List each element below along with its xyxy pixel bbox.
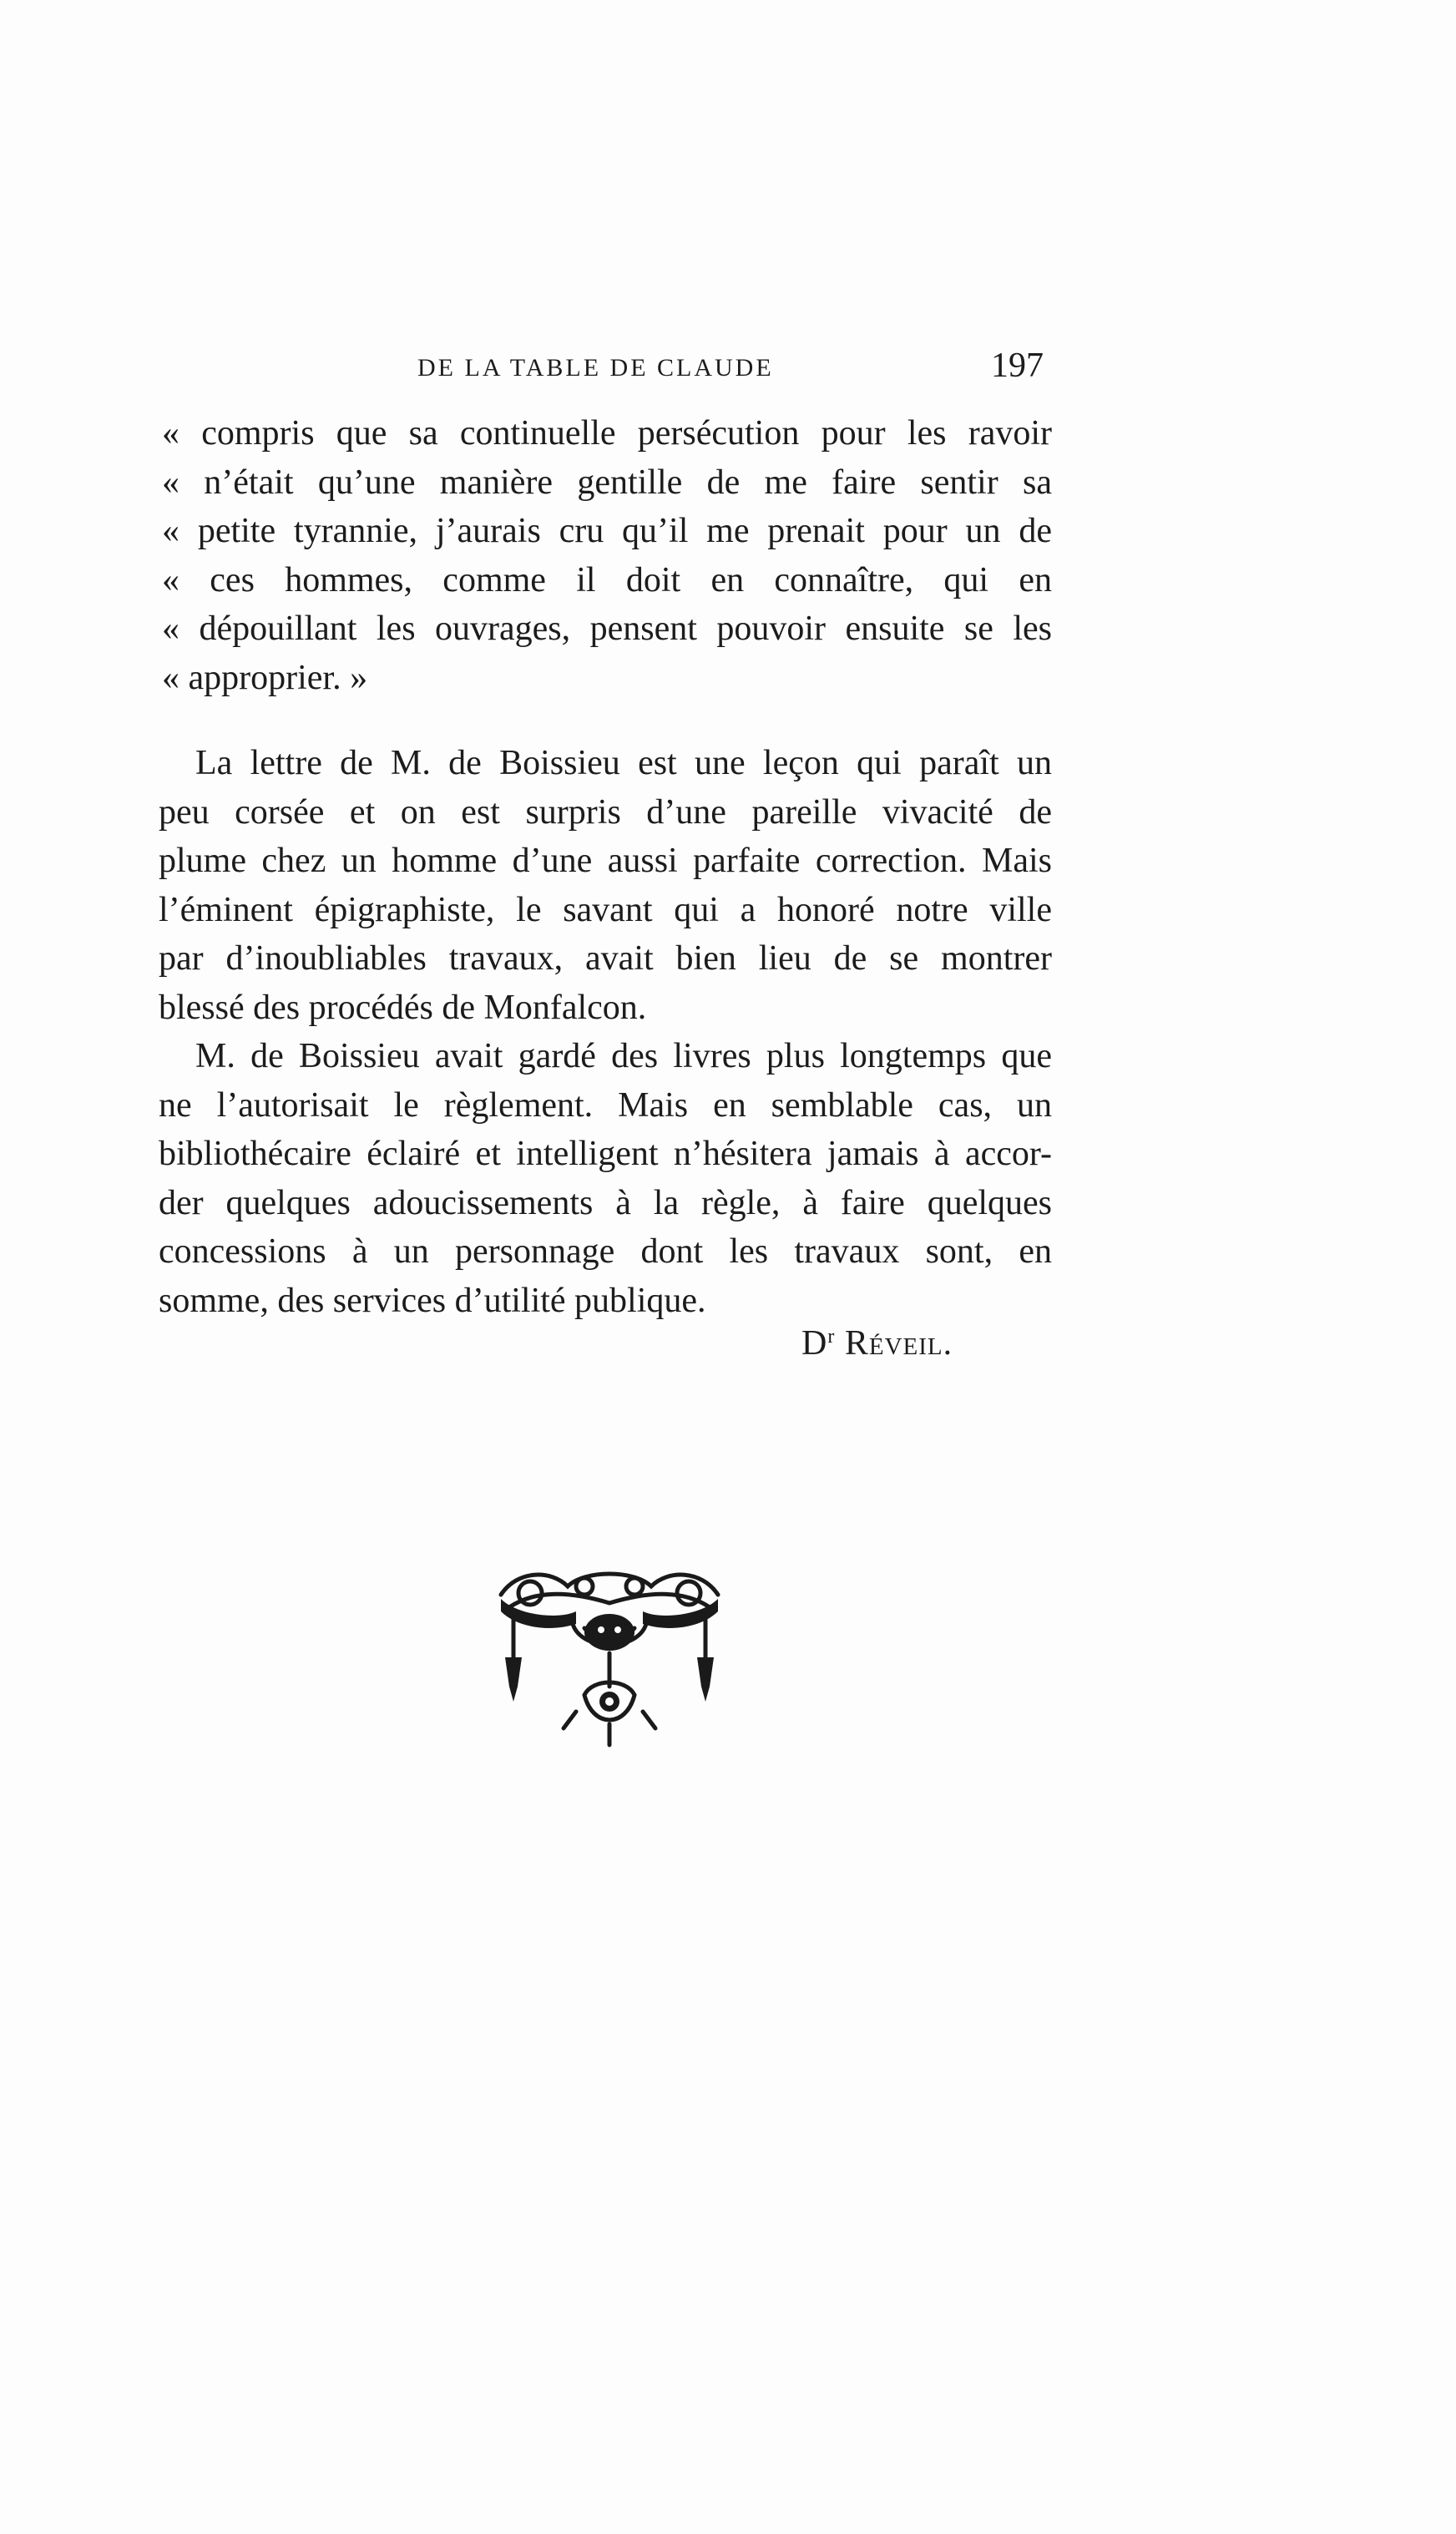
text-block <box>159 409 1052 1325</box>
quote-line: « dépouillant les ouvrages, pensent pouvoir ensuite se les <box>162 609 1052 648</box>
signature-prefix: D <box>801 1324 828 1363</box>
paragraph-gap <box>159 702 1052 739</box>
quote-line: « approprier. » <box>162 658 368 697</box>
paragraph-2 <box>159 1032 1052 1325</box>
running-title: DE LA TABLE DE CLAUDE <box>417 354 774 382</box>
signature-superscript: r <box>827 1326 836 1348</box>
paragraph-line: ne l’autorisait le règlement. Mais en semblable cas, un <box>159 1085 1052 1125</box>
author-signature <box>801 1323 953 1363</box>
paragraph-line: La lettre de M. de Boissieu est une leçon qui paraît un <box>195 744 1052 782</box>
baroque-tailpiece-ornament-icon <box>484 1561 735 1753</box>
paragraph-line: der quelques adoucissements à la règle, à faire quelques <box>159 1183 1052 1222</box>
paragraph-line: l’éminent épigraphiste, le savant qui a honoré notre ville <box>159 890 1052 929</box>
quote-line: « petite tyrannie, j’aurais cru qu’il me prenait pour un de <box>162 512 1052 550</box>
quote-line: « n’était qu’une manière gentille de me faire sentir sa <box>162 463 1052 502</box>
paragraph-line: somme, des services d’utilité publique. <box>159 1281 706 1320</box>
paragraph-line: par d’inoubliables travaux, avait bien lieu de se montrer <box>159 939 1052 978</box>
signature-name: Réveil. <box>844 1324 953 1363</box>
paragraph-line: plume chez un homme d’une aussi parfaite correction. Mais <box>159 842 1052 880</box>
running-head <box>159 342 1052 392</box>
paragraph-line: M. de Boissieu avait gardé des livres plus longtemps que <box>195 1037 1052 1075</box>
paragraph-line: peu corsée et on est surpris d’une pareille vivacité de <box>159 792 1052 832</box>
page-number: 197 <box>991 346 1044 385</box>
quote-line: « ces hommes, comme il doit en connaître, qui en <box>162 560 1052 599</box>
paragraph-line: concessions à un personnage dont les travaux sont, en <box>159 1232 1052 1271</box>
paragraph-1 <box>159 739 1052 1032</box>
paragraph-line: blessé des procédés de Monfalcon. <box>159 988 647 1027</box>
quotation-continuation <box>159 409 1052 702</box>
quote-line: « compris que sa continuelle persécution pour les ravoir <box>162 414 1052 453</box>
paragraph-line: bibliothécaire éclairé et intelligent n’hésitera jamais à accor- <box>159 1135 1052 1173</box>
